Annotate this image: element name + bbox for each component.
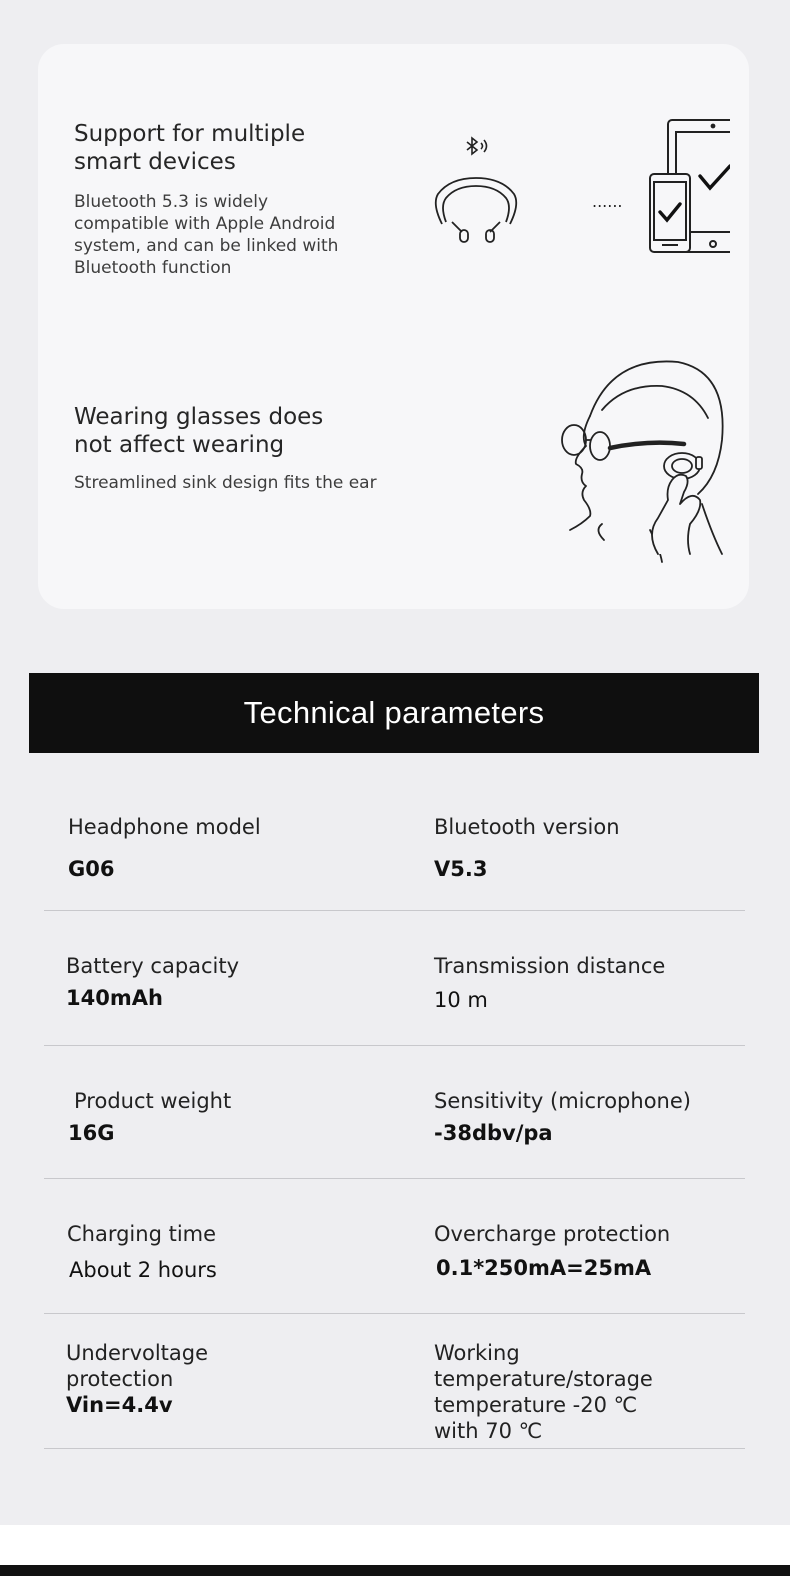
spec-cell-bluetooth-version: [434, 814, 620, 882]
glasses-wearing-illustration: [550, 354, 730, 564]
spec-row: [44, 1314, 745, 1449]
spec-cell-working-temperature: [434, 1340, 653, 1444]
spec-cell-undervoltage-protection: [66, 1340, 208, 1418]
spec-label: Charging time: [67, 1222, 217, 1246]
spec-cell-charging-time: [67, 1221, 217, 1283]
device-compat-illustration: [430, 114, 730, 264]
spec-value: G06: [68, 857, 115, 881]
spec-label: Undervoltage protection: [66, 1341, 209, 1391]
spec-value: 10 m: [434, 988, 488, 1012]
spec-cell-transmission-distance: [434, 953, 665, 1013]
spec-label: Working temperature/storage temperature -20 ℃ with 70 ℃: [434, 1341, 653, 1443]
feature-title-glasses: Wearing glasses does not affect wearing: [74, 404, 324, 458]
spec-value: -38dbv/pa: [434, 1121, 553, 1145]
technical-parameters-banner: [29, 673, 759, 753]
bottom-strip: [0, 1525, 790, 1565]
connector-dots: ......: [592, 192, 623, 211]
spec-value: 0.1*250mA=25mA: [436, 1256, 652, 1280]
feature-card: [38, 44, 749, 609]
spec-value: About 2 hours: [69, 1258, 217, 1282]
spec-cell-sensitivity: [434, 1088, 691, 1146]
spec-cell-overcharge-protection: [434, 1221, 670, 1281]
spec-row: [44, 1046, 745, 1179]
phone-icon: [650, 174, 690, 252]
feature-desc-multi-device: Bluetooth 5.3 is widely compatible with Apple Android system, and can be linked with Bluetooth function: [74, 192, 339, 278]
feature-title-multi-device: Support for multiple smart devices: [74, 121, 306, 175]
spec-value: 16G: [68, 1121, 115, 1145]
spec-label: Battery capacity: [66, 954, 240, 978]
hand-icon: [652, 475, 700, 554]
section-title: Technical parameters: [243, 695, 545, 730]
spec-label: Headphone model: [68, 815, 261, 839]
neckband-headphone-icon: [436, 178, 517, 242]
spec-row: [44, 1179, 745, 1314]
feature-desc-glasses: Streamlined sink design fits the ear: [74, 473, 377, 493]
bluetooth-icon: [467, 138, 487, 154]
spec-label: Product weight: [74, 1089, 232, 1113]
spec-label: Bluetooth version: [434, 815, 620, 839]
spec-row: [44, 911, 745, 1046]
specs-table: [44, 782, 745, 1449]
spec-cell-headphone-model: [68, 814, 261, 882]
spec-label: Sensitivity (microphone): [434, 1089, 691, 1113]
spec-value: Vin=4.4v: [66, 1393, 173, 1417]
spec-row: [44, 782, 745, 911]
spec-value: V5.3: [434, 857, 488, 881]
spec-cell-battery-capacity: [66, 953, 239, 1011]
bottom-bar: [0, 1565, 790, 1576]
spec-cell-product-weight: [68, 1088, 232, 1146]
spec-value: 140mAh: [66, 986, 163, 1010]
spec-label: Overcharge protection: [434, 1222, 671, 1246]
spec-label: Transmission distance: [434, 954, 666, 978]
